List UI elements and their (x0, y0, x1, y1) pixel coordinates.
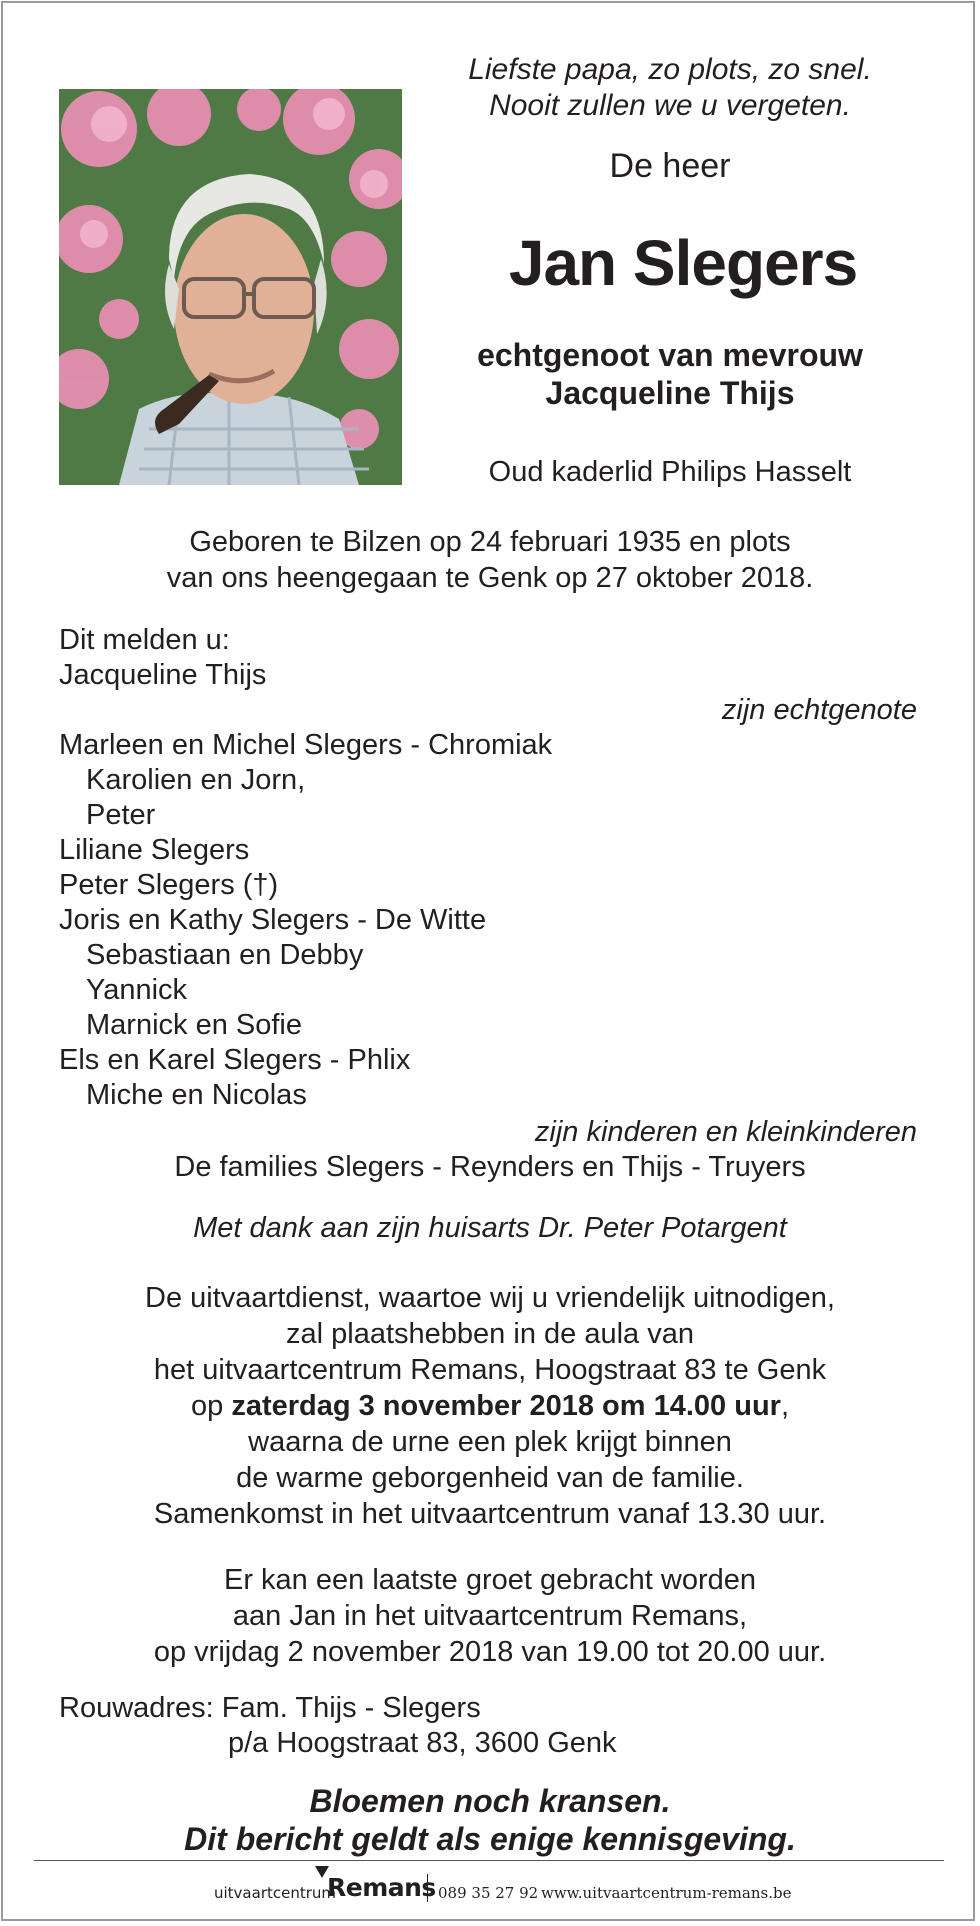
family-line: Yannick (86, 974, 188, 1006)
service-date-line (0, 1388, 980, 1424)
family-line: Marleen en Michel Slegers - Chromiak (59, 729, 553, 761)
service-date-suffix: , (780, 1390, 790, 1422)
portrait-photo (59, 89, 402, 485)
family-line: Karolien en Jorn, (86, 764, 306, 796)
footer-divider (34, 1860, 944, 1861)
service-date: zaterdag 3 november 2018 om 14.00 uur (231, 1390, 781, 1422)
birth-death-statement (0, 524, 980, 596)
spouse-name: Jacqueline Thijs (59, 659, 267, 691)
family-line: Els en Karel Slegers - Phlix (59, 1044, 411, 1076)
spouse-line: echtgenoot van mevrouw (477, 337, 863, 373)
farewell-line: aan Jan in het uitvaartcentrum Remans, (232, 1600, 748, 1632)
farewell-line: Er kan een laatste groet gebracht worden (224, 1564, 756, 1596)
family-line: Peter (86, 799, 156, 831)
occupation: Oud kaderlid Philips Hasselt (488, 456, 852, 488)
footer-website: www.uitvaartcentrum-remans.be (541, 1884, 792, 1902)
motto-line: Nooit zullen we u vergeten. (489, 89, 851, 122)
children-role: zijn kinderen en kleinkinderen (534, 1116, 917, 1148)
family-line: Peter Slegers (†) (59, 869, 279, 901)
service-date-prefix: op (190, 1390, 232, 1422)
footer-separator (427, 1874, 428, 1902)
closing-line: Dit bericht geldt als enige kennisgeving. (184, 1821, 796, 1857)
thanks: Met dank aan zijn huisarts Dr. Peter Potargent (193, 1212, 787, 1244)
funeral-home-footer (0, 1862, 980, 1912)
logo-name: Remans (327, 1873, 436, 1902)
service-line: De uitvaartdienst, waartoe wij u vriendelijk uitnodigen, (145, 1282, 835, 1314)
farewell-line: op vrijdag 2 november 2018 van 19.00 tot 20.00 uur. (153, 1636, 827, 1668)
families: De families Slegers - Reynders en Thijs - Truyers (174, 1151, 806, 1183)
deceased-name: Jan Slegers (508, 227, 858, 299)
logo-small-text: uitvaartcentrum (214, 1884, 337, 1902)
mourning-address: p/a Hoogstraat 83, 3600 Genk (228, 1727, 617, 1759)
portrait-illustration (59, 89, 402, 485)
closing-note (0, 1782, 980, 1858)
family-line: Sebastiaan en Debby (86, 939, 364, 971)
birth-death-line: Geboren te Bilzen op 24 februari 1935 en plots (189, 526, 791, 558)
salutation: De heer (609, 147, 731, 185)
service-line: zal plaatshebben in de aula van (286, 1318, 694, 1350)
farewell-visit (0, 1562, 980, 1670)
closing-line: Bloemen noch kransen. (309, 1783, 671, 1819)
motto-line: Liefste papa, zo plots, zo snel. (468, 53, 872, 86)
spouse-role: zijn echtgenote (721, 694, 917, 726)
service-line: Samenkomst in het uitvaartcentrum vanaf 13.30 uur. (153, 1498, 827, 1530)
footer-phone: 089 35 27 92 (438, 1884, 539, 1902)
family-line: Marnick en Sofie (86, 1009, 302, 1041)
motto (440, 52, 900, 124)
mourning-address-label: Rouwadres: Fam. Thijs - Slegers (59, 1692, 481, 1724)
service-line: de warme geborgenheid van de familie. (236, 1462, 744, 1494)
announcers-intro: Dit melden u: (59, 624, 230, 656)
family-line: Liliane Slegers (59, 834, 250, 866)
birth-death-line: van ons heengegaan te Genk op 27 oktober 2018. (166, 562, 814, 594)
service-line: het uitvaartcentrum Remans, Hoogstraat 83 te Genk (153, 1354, 827, 1386)
family-line: Joris en Kathy Slegers - De Witte (59, 904, 487, 936)
service-line: waarna de urne een plek krijgt binnen (248, 1426, 732, 1458)
service-details (0, 1280, 980, 1532)
family-line: Miche en Nicolas (86, 1079, 307, 1111)
spouse-line: Jacqueline Thijs (545, 375, 795, 411)
spouse-reference (430, 336, 910, 412)
